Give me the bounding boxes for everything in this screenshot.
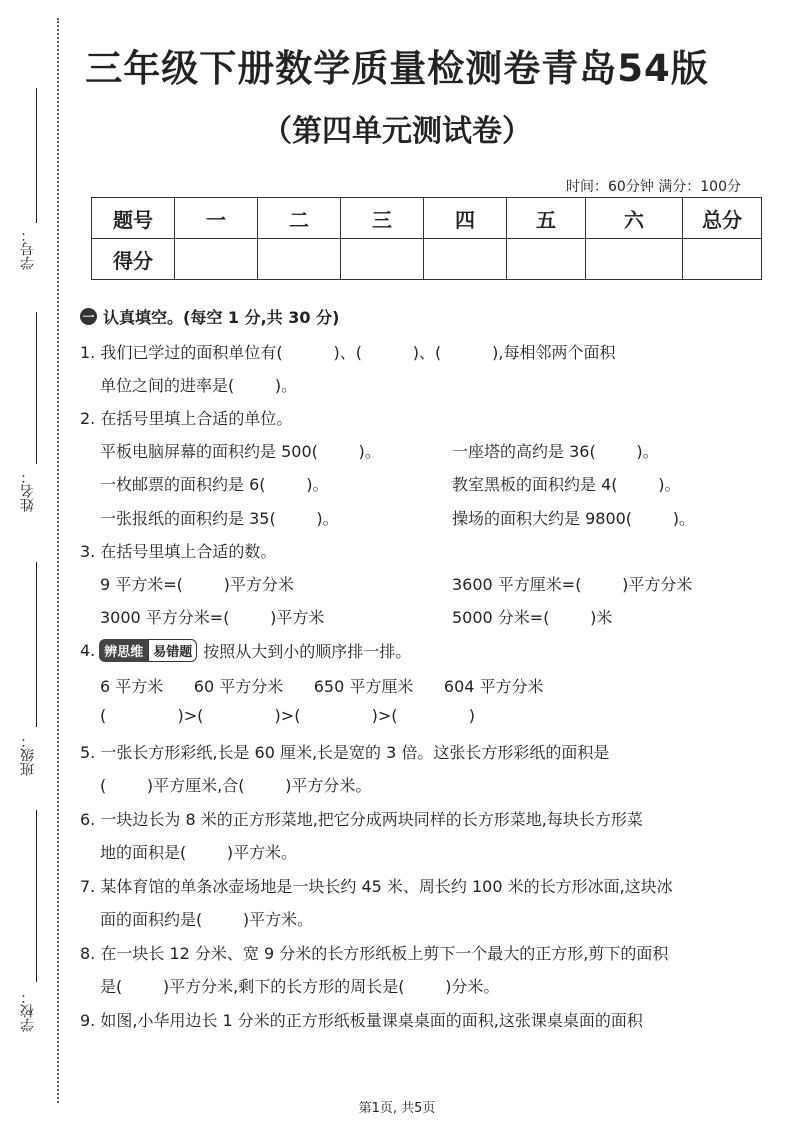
- section-number-badge: 一: [80, 308, 97, 325]
- score-cell[interactable]: [424, 239, 507, 280]
- page-footer: 第1页, 共5页: [358, 1101, 436, 1116]
- question-9-line-1: 9. 如图,小华用边长 1 分米的正方形纸板量课桌桌面的面积,这张课桌桌面的面积: [80, 1011, 643, 1030]
- tag-thinking: 辨思维: [99, 639, 148, 662]
- side-label-school: 学校：: [20, 990, 36, 1032]
- score-table-header-row: [92, 198, 762, 239]
- question-4-number: 4.: [80, 641, 96, 660]
- class-line: [36, 562, 37, 727]
- score-table-header-cell: 一: [175, 198, 258, 239]
- question-4-answer: ( )>( )>( )>( ): [100, 706, 475, 725]
- score-table-header-cell: 六: [586, 198, 683, 239]
- question-6-line-2: 地的面积是( )平方米。: [100, 843, 298, 862]
- question-2a-left: 平板电脑屏幕的面积约是 500( )。: [100, 442, 381, 461]
- question-7-line-2: 面的面积约是( )平方米。: [100, 910, 314, 929]
- question-2-title: 2. 在括号里填上合适的单位。: [80, 409, 293, 428]
- section-title: 认真填空。(每空 1 分,共 30 分): [103, 308, 340, 327]
- question-7-line-1: 7. 某体育馆的单条冰壶场地是一块长约 45 米、周长约 100 米的长方形冰面,这块冰: [80, 877, 673, 896]
- question-8-line-1: 8. 在一块长 12 分米、宽 9 分米的长方形纸板上剪下一个最大的正方形,剪下的面积: [80, 944, 669, 963]
- school-line: [36, 810, 37, 982]
- score-cell[interactable]: [175, 239, 258, 280]
- question-2b-left: 一枚邮票的面积约是 6( )。: [100, 475, 329, 494]
- question-4-title: [80, 639, 411, 662]
- question-2b-right: 教室黑板的面积约是 4( )。: [452, 475, 681, 494]
- question-4-text: 按照从大到小的顺序排一排。: [203, 642, 412, 661]
- question-3-title: 3. 在括号里填上合适的数。: [80, 542, 277, 561]
- binding-dashed-line: [57, 18, 59, 1103]
- question-4-items: 6 平方米 60 平方分米 650 平方厘米 604 平方分米: [100, 677, 544, 696]
- score-table-header-cell: 四: [424, 198, 507, 239]
- score-cell[interactable]: [258, 239, 341, 280]
- question-5-line-1: 5. 一张长方形彩纸,长是 60 厘米,长是宽的 3 倍。这张长方形彩纸的面积是: [80, 743, 610, 762]
- question-3a-left: 9 平方米=( )平方分米: [100, 575, 294, 594]
- score-cell[interactable]: [586, 239, 683, 280]
- question-3b-right: 5000 分米=( )米: [452, 608, 613, 627]
- side-label-class: 班级：: [20, 734, 36, 776]
- score-cell[interactable]: [507, 239, 586, 280]
- score-cell[interactable]: [683, 239, 762, 280]
- exam-meta: 时间：60分钟 满分：100分: [566, 179, 741, 195]
- question-3b-left: 3000 平方分米=( )平方米: [100, 608, 325, 627]
- question-3a-right: 3600 平方厘米=( )平方分米: [452, 575, 693, 594]
- question-2c-right: 操场的面积大约是 9800( )。: [452, 509, 695, 528]
- name-line: [36, 312, 37, 464]
- question-6-line-1: 6. 一块边长为 8 米的正方形菜地,把它分成两块同样的长方形菜地,每块长方形菜: [80, 810, 643, 829]
- score-table-header-cell: 总分: [683, 198, 762, 239]
- section-heading: [80, 305, 339, 328]
- question-1-line-1: 1. 我们已学过的面积单位有( )、( )、( ),每相邻两个面积: [80, 343, 616, 362]
- side-label-name: 姓名：: [20, 470, 36, 512]
- score-table-header-cell: 三: [341, 198, 424, 239]
- score-cell[interactable]: [341, 239, 424, 280]
- score-table-header-cell: 题号: [92, 198, 175, 239]
- side-label-student-number: 学号：: [20, 228, 36, 270]
- score-table-header-cell: 二: [258, 198, 341, 239]
- question-2c-left: 一张报纸的面积约是 35( )。: [100, 509, 339, 528]
- question-8-line-2: 是( )平方分米,剩下的长方形的周长是( )分米。: [100, 977, 500, 996]
- score-table: [91, 197, 762, 280]
- score-table-score-row: [92, 239, 762, 280]
- score-table-header-cell: 五: [507, 198, 586, 239]
- page-subtitle: （第四单元测试卷）: [262, 114, 532, 149]
- question-1-line-2: 单位之间的进率是( )。: [100, 376, 298, 395]
- score-table-row-label: 得分: [92, 239, 175, 280]
- question-2a-right: 一座塔的高约是 36( )。: [452, 442, 659, 461]
- question-5-line-2: ( )平方厘米,合( )平方分米。: [100, 776, 372, 795]
- tag-error-prone: 易错题: [148, 639, 197, 662]
- question-4-tags: [99, 639, 197, 662]
- page-title: 三年级下册数学质量检测卷青岛54版: [85, 47, 709, 90]
